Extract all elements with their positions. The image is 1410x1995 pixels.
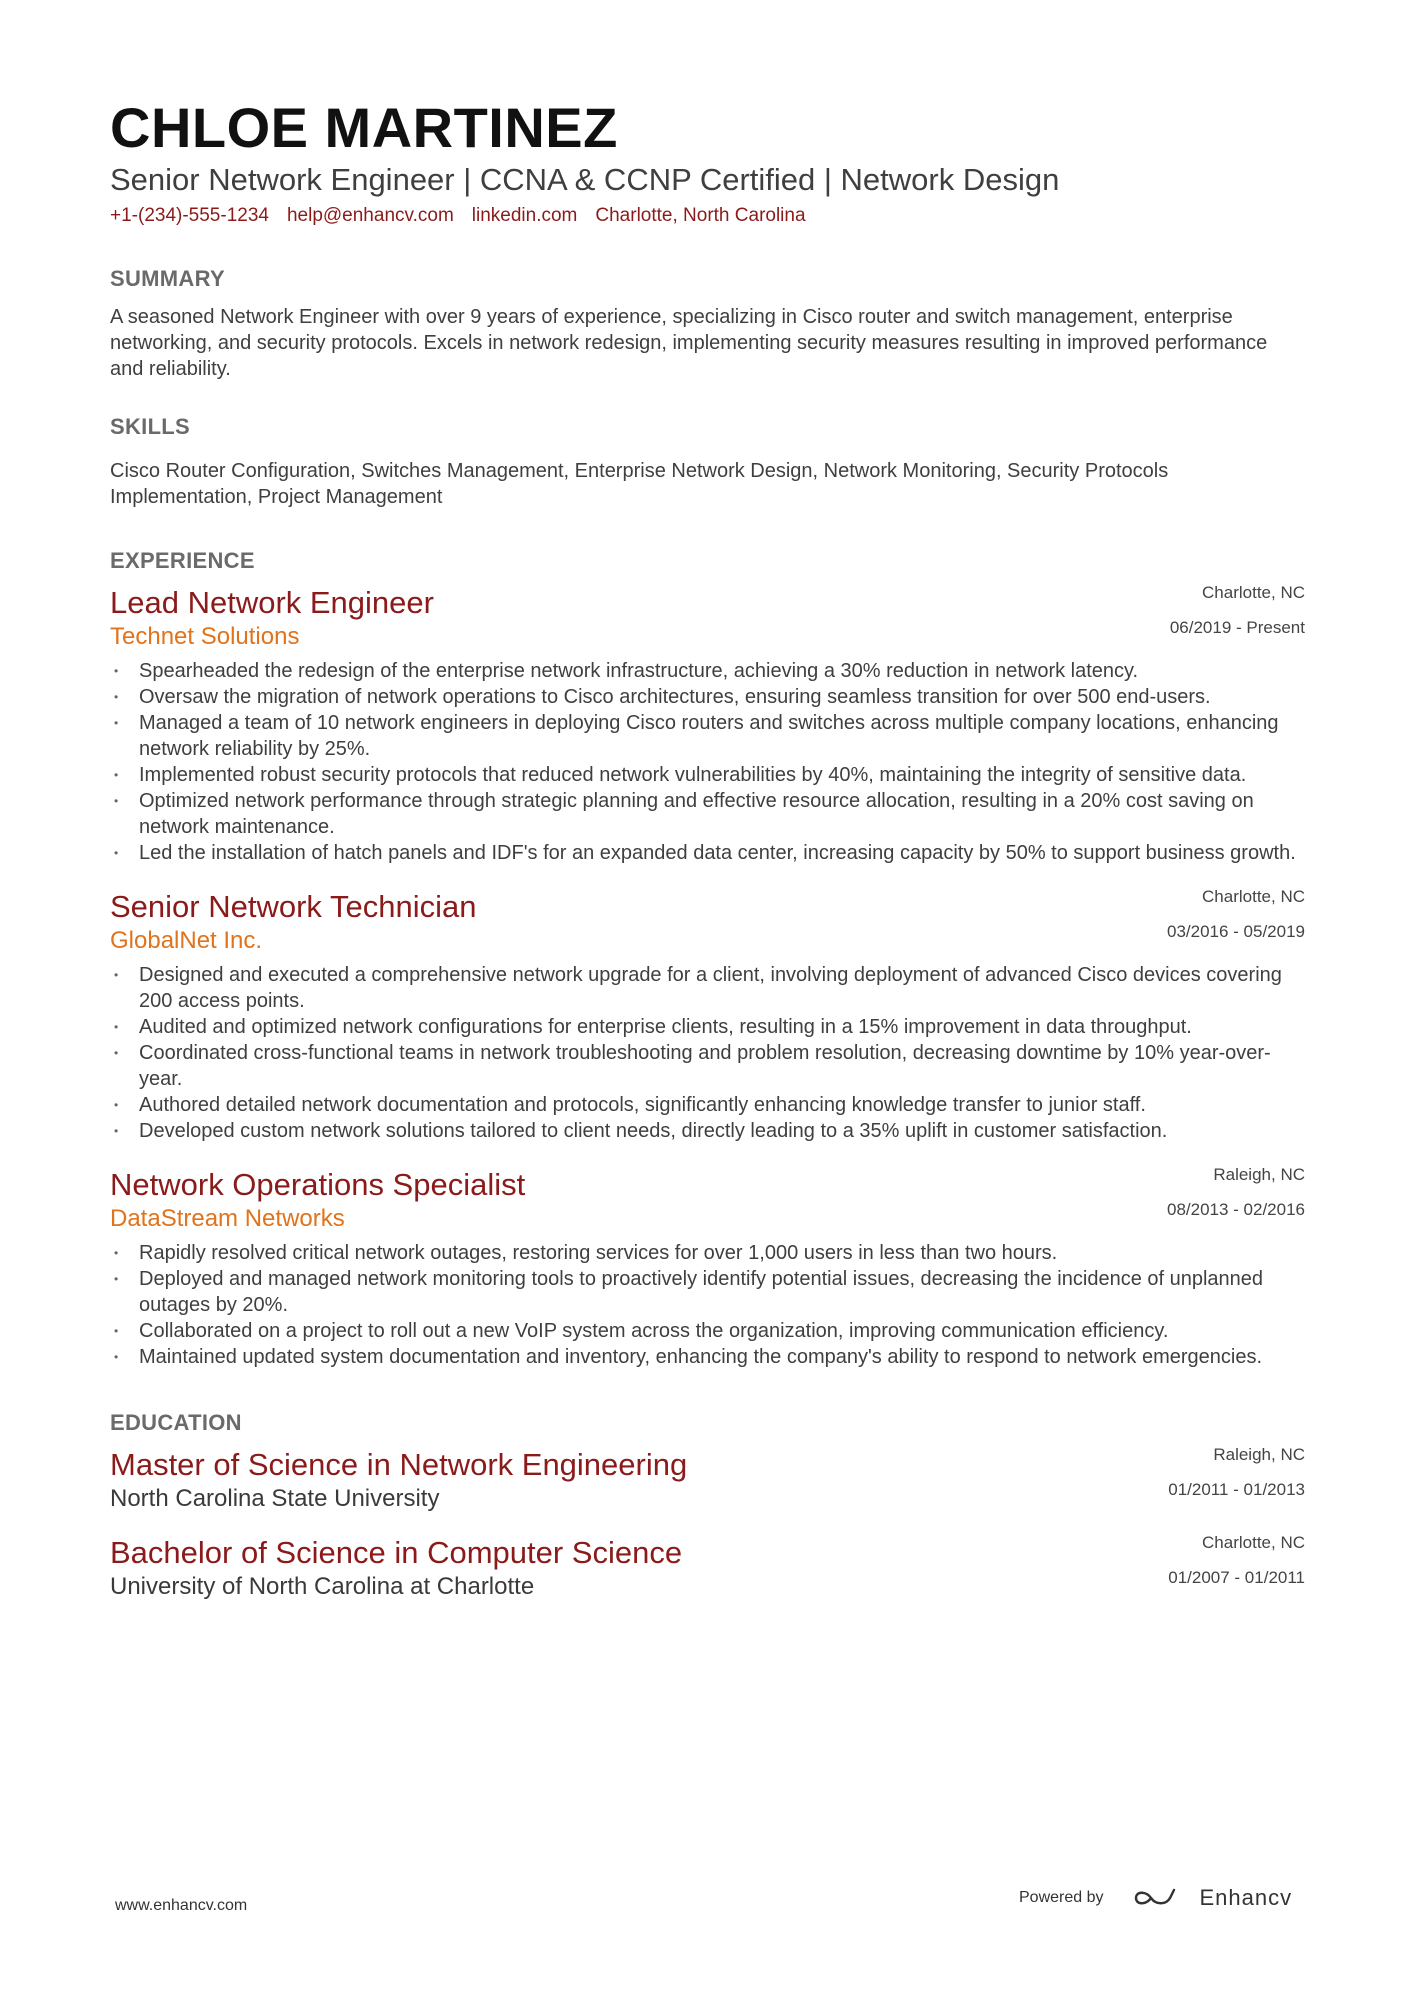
resume-page [110,96,1305,1602]
achievement-list [110,962,1305,1144]
experience-entry [110,888,1305,1144]
list-item: • Authored detailed network documentation and protocols, significantly enhancing knowledge transfer to junior staff. [110,1092,1305,1118]
entry-meta [1167,888,1305,958]
entry-meta [1167,1166,1305,1236]
job-location: Charlotte, NC [1202,887,1305,906]
headline: Senior Network Engineer | CCNA & CCNP Certified | Network Design [110,162,1060,197]
list-item: • Collaborated on a project to roll out a new VoIP system across the organization, improving communication efficiency. [110,1318,1305,1344]
job-dates: 03/2016 - 05/2019 [1166,922,1305,941]
entry-meta [1168,1446,1305,1516]
school-dates: 01/2007 - 01/2011 [1168,1568,1305,1587]
degree-title: Master of Science in Network Engineering [110,1447,688,1482]
job-dates: 06/2019 - Present [1169,618,1305,637]
list-item: • Oversaw the migration of network operations to Cisco architectures, ensuring seamless transition for over 500 end-users. [110,684,1305,710]
list-item: • Led the installation of hatch panels and IDF's for an expanded data center, increasing capacity by 50% to support business growth. [110,840,1305,866]
school-dates: 01/2011 - 01/2013 [1168,1480,1305,1499]
contact-linkedin[interactable]: linkedin.com [471,205,578,226]
contact-email[interactable]: help@enhancv.com [286,205,454,226]
job-title: Network Operations Specialist [110,1167,526,1202]
list-item: • Spearheaded the redesign of the enterprise network infrastructure, achieving a 30% reduction in network latency. [110,658,1305,684]
achievement-list [110,658,1305,866]
powered-by-label: Powered by [1019,1889,1104,1906]
skills-heading: SKILLS [110,414,191,439]
degree-title: Bachelor of Science in Computer Science [110,1535,683,1570]
list-item: • Rapidly resolved critical network outages, restoring services for over 1,000 users in less than two hours. [110,1240,1305,1266]
contact-phone[interactable]: +1-(234)-555-1234 [110,205,269,226]
company-name: Technet Solutions [110,623,300,650]
job-dates: 08/2013 - 02/2016 [1166,1200,1305,1219]
school-name: North Carolina State University [110,1485,440,1512]
summary-heading: SUMMARY [110,266,225,291]
experience-heading: EXPERIENCE [110,548,255,573]
school-location: Raleigh, NC [1213,1445,1305,1464]
list-item: • Audited and optimized network configurations for enterprise clients, resulting in a 15% improvement in data throughput. [110,1014,1305,1040]
list-item: • Designed and executed a comprehensive network upgrade for a client, involving deployment of advanced Cisco devices covering 200 access points. [110,962,1305,1014]
list-item: • Deployed and managed network monitoring tools to proactively identify potential issues, decreasing the incidence of unplanned outages by 20%. [110,1266,1305,1318]
footer-website[interactable]: www.enhancv.com [115,1897,248,1914]
job-location: Raleigh, NC [1213,1165,1305,1184]
list-item: • Implemented robust security protocols that reduced network vulnerabilities by 40%, maintaining the integrity of sensitive data. [110,762,1305,788]
education-entry [110,1446,1305,1514]
job-title: Lead Network Engineer [110,585,434,620]
contact-location: Charlotte, North Carolina [595,205,806,226]
list-item: • Managed a team of 10 network engineers in deploying Cisco routers and switches across multiple company locations, enhancing network reliability by 25%. [110,710,1305,762]
summary-text: A seasoned Network Engineer with over 9 years of experience, specializing in Cisco router and switch management, enterprise networking, and security protocols. Excels in network redesign, implementing security measures resulting in improved performance and reliability. [110,306,1268,380]
candidate-name: CHLOE MARTINEZ [110,96,618,159]
skills-text: Cisco Router Configuration, Switches Management, Enterprise Network Design, Network Monitoring, Security Protocols Implementation, Project Management [110,460,1169,508]
company-name: DataStream Networks [110,1205,345,1232]
contact-bar [110,204,1305,228]
brand-name: Enhancv [1199,1885,1293,1910]
entry-meta [1168,1534,1305,1604]
education-heading: EDUCATION [110,1410,242,1435]
education-entry [110,1534,1305,1602]
entry-meta [1170,584,1305,654]
enhancv-logo-icon [1132,1886,1178,1910]
job-location: Charlotte, NC [1202,583,1305,602]
list-item: • Coordinated cross-functional teams in network troubleshooting and problem resolution, decreasing downtime by 10% year-over-year. [110,1040,1305,1092]
school-location: Charlotte, NC [1202,1533,1305,1552]
experience-entry [110,584,1305,866]
company-name: GlobalNet Inc. [110,927,263,954]
job-title: Senior Network Technician [110,889,477,924]
achievement-list [110,1240,1305,1370]
list-item: • Developed custom network solutions tailored to client needs, directly leading to a 35% uplift in customer satisfaction. [110,1118,1305,1144]
list-item: • Optimized network performance through strategic planning and effective resource allocation, resulting in a 20% cost saving on network maintenance. [110,788,1305,840]
school-name: University of North Carolina at Charlotte [110,1573,535,1600]
list-item: • Maintained updated system documentation and inventory, enhancing the company's ability to respond to network emergencies. [110,1344,1305,1370]
footer-branding [1019,1885,1292,1911]
experience-entry [110,1166,1305,1370]
